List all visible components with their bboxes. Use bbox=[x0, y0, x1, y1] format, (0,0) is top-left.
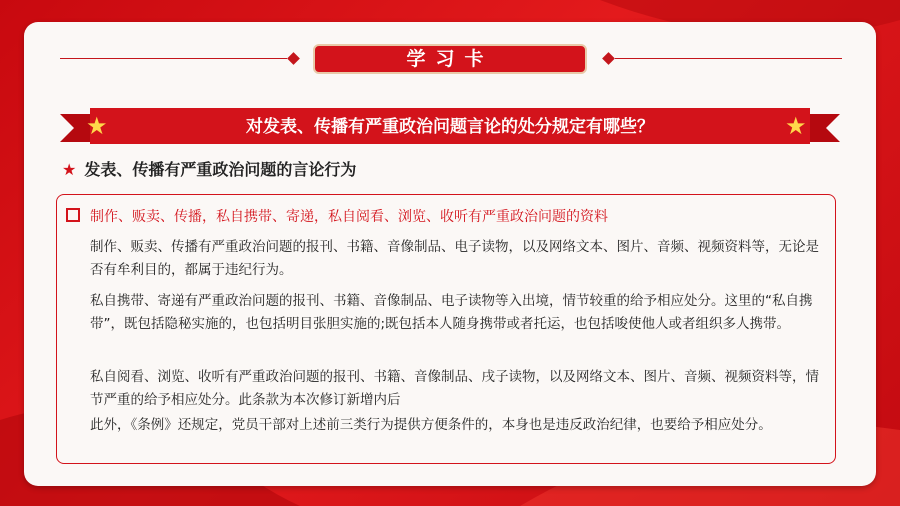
divider-left bbox=[60, 58, 287, 59]
item-title-text: 制作、贩卖、传播，私自携带、寄递，私自阅看、浏览、收听有严重政治问题的资料 bbox=[90, 209, 608, 225]
section-heading-text: 发表、传播有严重政治问题的言论行为 bbox=[84, 160, 357, 179]
paragraph-3: 私自阅看、浏览、收听有严重政治问题的报刊、书籍、音像制品、戌子读物，以及网络文本、图片、音频、视频资料等，情节严重的给予相应处分。此条款为本次修订新增内后 bbox=[90, 369, 819, 408]
question-heading: 对发表、传播有严重政治问题言论的处分规定有哪些？ bbox=[246, 117, 654, 137]
item-title bbox=[66, 207, 608, 227]
star-bullet-icon: ★ bbox=[62, 160, 77, 179]
section-heading bbox=[62, 159, 356, 181]
paragraph-2: 私自携带、寄递有严重政治问题的报刊、书籍、音像制品、电子读物等入出境，情节较重的给予相应处分。这里的“私自携带”，既包括隐秘实施的，也包括明目张胆实施的;既包括本人随身携带或者托运，也包括唆使他人或者组织多人携带。 bbox=[90, 293, 813, 332]
divider-right bbox=[615, 58, 842, 59]
paragraph-1: 制作、贩卖、传播有严重政治问题的报刊、书籍、音像制品、电子读物，以及网络文本、图片、音频、视频资料等，无论是否有牟利目的，都属于违纪行为。 bbox=[90, 239, 819, 278]
star-left-icon: ★ bbox=[86, 112, 108, 140]
checkbox-icon bbox=[66, 208, 80, 222]
paragraph-4: 此外，《条例》还规定，党员干部对上述前三类行为提供方便条件的，本身也是违反政治纪律，也要给予相应处分。 bbox=[90, 417, 772, 433]
card-title: 学习卡 bbox=[313, 44, 587, 74]
star-right-icon: ★ bbox=[785, 112, 807, 140]
